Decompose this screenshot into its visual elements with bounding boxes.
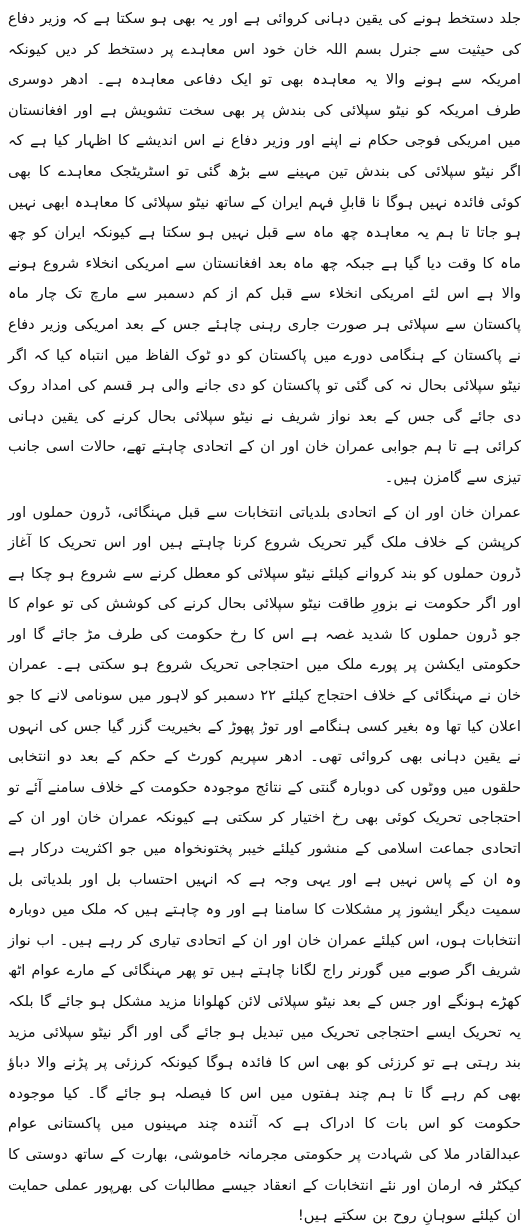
- article-paragraph-1: جلد دستخط ہونے کی یقین دہانی کروائی ہے اور یہ بھی ہو سکتا ہے کہ وزیر دفاع کی حیثیت سے جنرل بسم اللہ خان خود اس معاہدے پر دستخط کر دیں کیونکہ امریکہ سے ہونے والا یہ معاہدہ بھی تو ایک دفاعی معاہدہ ہے۔ ادھر دوسری طرف امریکہ کو نیٹو سپلائی کی بندش پر بھی سخت تشویش ہے اور افغانستان میں امریکی فوجی حکام نے اپنے اور وزیر دفاع نے اس اندیشے کا اظہار کیا ہے کہ اگر نیٹو سپلائی کی بندش تین مہینے سے بڑھ گئی تو اسٹریٹجک معاہدے کا بھی کوئی فائدہ نہیں ہوگا نا قابلِ فہم ایران کے ساتھ نیٹو سپلائی کا معاہدہ ابھی نہیں ہو جاتا تا ہم یہ معاہدہ چھ ماہ سے قبل نہیں ہو سکتا ہے کیونکہ ایران کو چھ ماہ کا وقت دیا گیا ہے جبکہ چھ ماہ بعد افغانستان سے امریکی انخلاء شروع ہونے والا ہے اس لئے امریکی انخلاء سے قبل کم از کم دسمبر سے مارچ تک چار ماہ پاکستان سے سپلائی ہر صورت جاری رہنی چاہئے جس کے بعد امریکی وزیر دفاع نے پاکستان کے ہنگامی دورے میں پاکستان کو دو ٹوک الفاظ میں انتباہ کیا کہ اگر نیٹو سپلائی بحال نہ کی گئی تو پاکستان کو دی جانے والی ہر قسم کی امداد روک دی جائے گی جس کے بعد نواز شریف نے نیٹو سپلائی بحال کرنے کی یقین دہانی کرائی ہے تا ہم جوابی عمران خان اور ان کے اتحادی چاہتے تھے، حالات اسی جانب تیزی سے گامزن ہیں۔: [8, 10, 521, 486]
- article-paragraph-2: عمران خان اور ان کے اتحادی بلدیاتی انتخابات سے قبل مہنگائی، ڈرون حملوں اور کرپشن کے خلاف ملک گیر تحریک شروع کرنا چاہتے ہیں اور اس تحریک کا آغاز ڈرون حملوں کو بند کروانے کیلئے نیٹو سپلائی کو معطل کرنے سے شروع ہو چکا ہے اور اگر حکومت نے بزورِ طاقت نیٹو سپلائی بحال کرنے کی کوشش کی تو عوام کا جو ڈرون حملوں کا شدید غصہ ہے اس کا رخ حکومت کی طرف مڑ جائے گا اور حکومتی ایکشن پر پورے ملک میں احتجاجی تحریک شروع ہو سکتی ہے۔ عمران خان نے مہنگائی کے خلاف احتجاج کیلئے ۲۲ دسمبر کو لاہور میں سونامی لانے کا جو اعلان کیا تھا وہ بغیر کسی ہنگامے اور توڑ پھوڑ کے بخیریت گزر گیا جس کی انہوں نے یقین دہانی بھی کروائی تھی۔ ادھر سپریم کورٹ کے حکم کے بعد دو انتخابی حلقوں میں ووٹوں کی دوبارہ گنتی کے نتائج موجودہ حکومت کے خلاف سامنے آئے تو احتجاجی تحریک کوئی بھی رخ اختیار کر سکتی ہے کیونکہ عمران خان اور ان کے اتحادی جماعت اسلامی کے منشور کیلئے خیبر پختونخواہ میں جو اکثریت درکار ہے وہ ان کے پاس نہیں ہے اور یہی وجہ ہے کہ انہیں احتساب بل اور بلدیاتی بل سمیت دیگر ایشوز پر مشکلات کا سامنا ہے اور وہ چاہتے ہیں کہ ملک میں دوبارہ انتخابات ہوں، اس کیلئے عمران خان اور ان کے اتحادی تیاری کر رہے ہیں۔ اب نواز شریف اگر صوبے میں گورنر راج لگانا چاہتے ہیں تو پھر مہنگائی کے مارے عوام اٹھ کھڑے ہونگے اور جس کے بعد نیٹو سپلائی لائن کھلوانا مزید مشکل ہو جائے گا بلکہ یہ تحریک ایسے احتجاجی تحریک میں تبدیل ہو جائے گی اور اگر نیٹو سپلائی مزید بند رہتی ہے تو کرزئی کو بھی اس کا فائدہ ہوگا کیونکہ کرزئی پر پڑنے والا دباؤ بھی کم رہے گا تا ہم چند ہفتوں میں اس کا فیصلہ ہو جائے گا۔ کیا موجودہ حکومت کو اس بات کا ادراک ہے کہ آئندہ چند مہینوں میں پاکستانی عوام عبدالقادر ملا کی شہادت پر حکومتی مجرمانہ خاموشی، بھارت کے ساتھ دوستی کا کیکٹر فہ ارمان اور نئے انتخابات کے انعقاد جیسے مطالبات کی بھرپور عملی حمایت ان کیلئے سوہانِ روح بن سکتے ہیں!: [8, 503, 521, 1225]
